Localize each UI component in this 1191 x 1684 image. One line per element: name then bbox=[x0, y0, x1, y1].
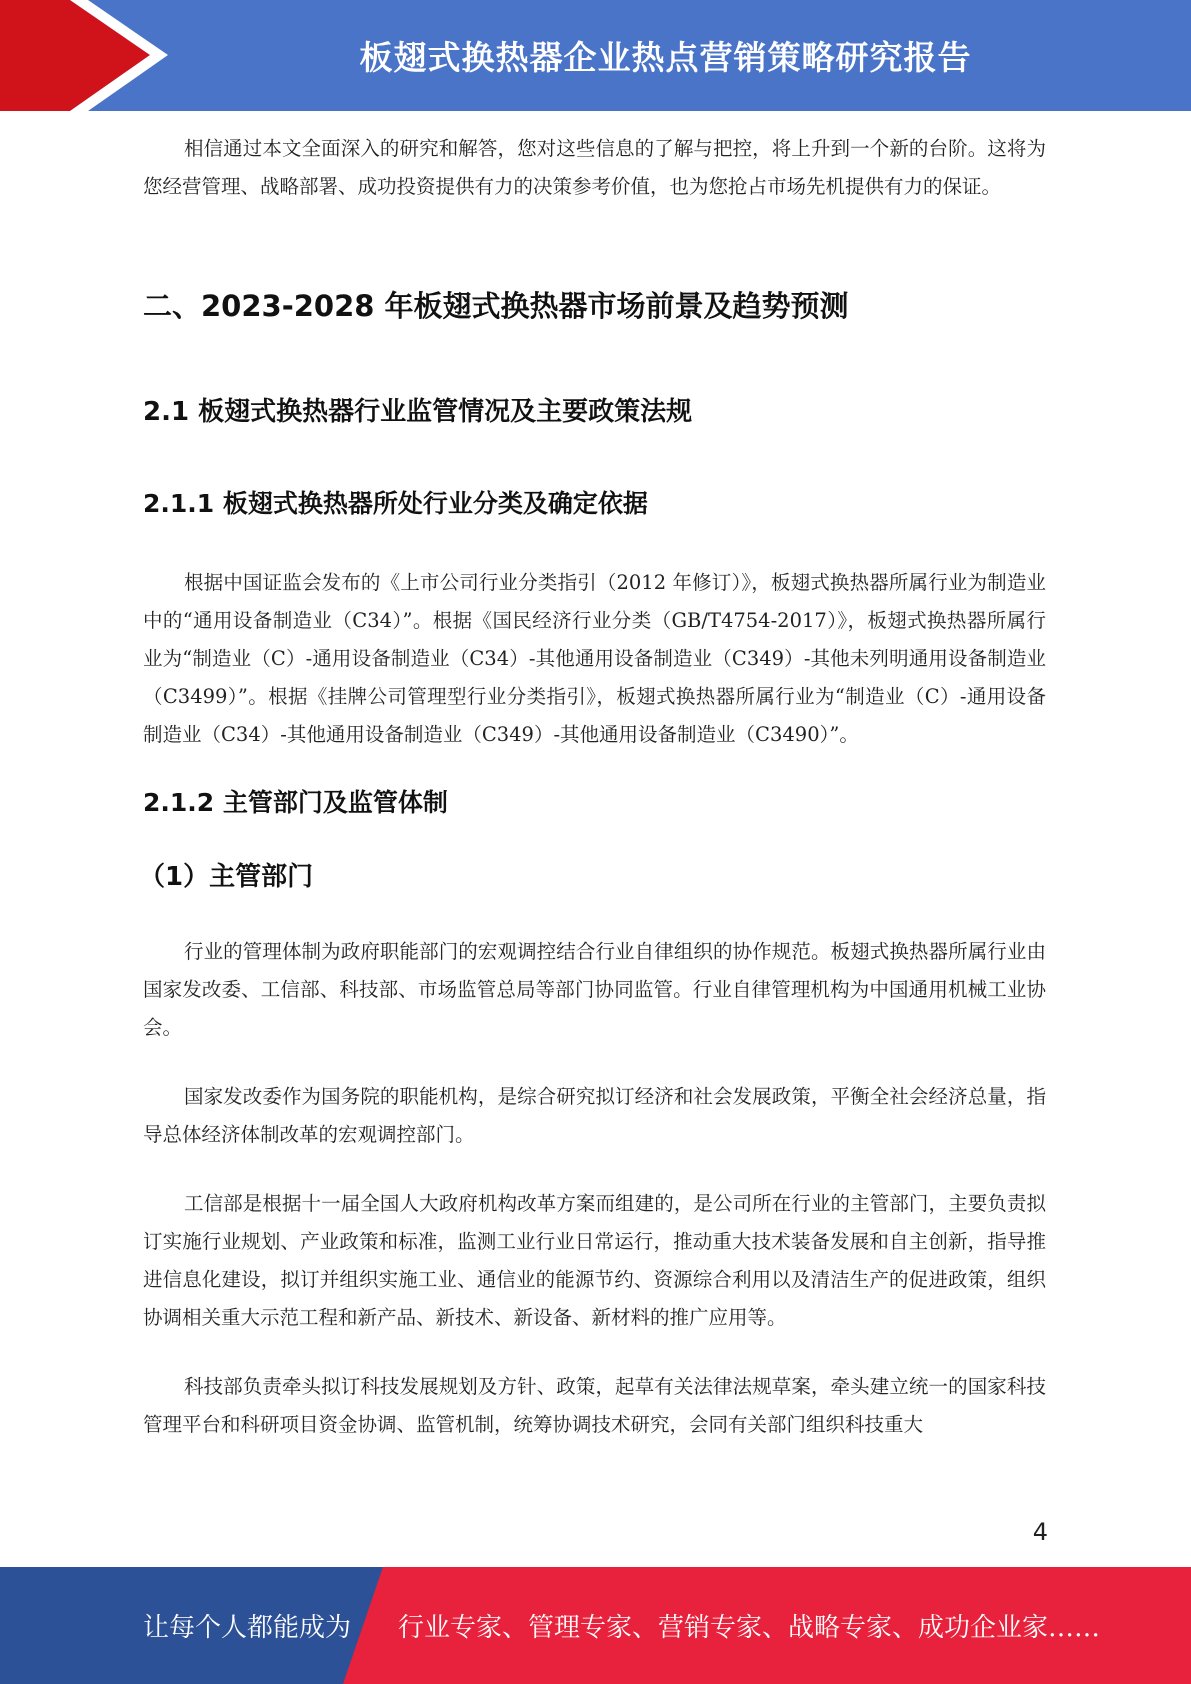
classification-paragraph: 根据中国证监会发布的《上市公司行业分类指引（2012 年修订）》，板翅式换热器所属行业为制造业中的“通用设备制造业（C34）”。根据《国民经济行业分类（GB/T4754-2017）》，板翅式换热器所属行业为“制造业（C）-通用设备制造业（C34）-其他通用设备制造业（C349）-其他未列明通用设备制造业（C3499）”。根据《挂牌公司管理型行业分类指引》，板翅式换热器所属行业为“制造业（C）-通用设备制造业（C34）-其他通用设备制造业（C349）-其他通用设备制造业（C3490）”。 bbox=[143, 571, 1046, 746]
report-header bbox=[0, 0, 1191, 111]
subsection-heading-2-1-2: 2.1.2 主管部门及监管体制 bbox=[143, 788, 448, 817]
report-title: 板翅式换热器企业热点营销策略研究报告 bbox=[359, 38, 972, 77]
miit-paragraph: 工信部是根据十一届全国人大政府机构改革方案而组建的，是公司所在行业的主管部门，主要负责拟订实施行业规划、产业政策和标准，监测工业行业日常运行，推动重大技术装备发展和自主创新，指导推进信息化建设，拟订并组织实施工业、通信业的能源节约、资源综合利用以及清洁生产的促进政策，组织协调相关重大示范工程和新产品、新技术、新设备、新材料的推广应用等。 bbox=[143, 1192, 1046, 1329]
most-paragraph: 科技部负责牵头拟订科技发展规划及方针、政策，起草有关法律法规草案，牵头建立统一的国家科技管理平台和科研项目资金协调、监管机制，统筹协调技术研究，会同有关部门组织科技重大 bbox=[143, 1375, 1046, 1436]
management-paragraph: 行业的管理体制为政府职能部门的宏观调控结合行业自律组织的协作规范。板翅式换热器所属行业由国家发改委、工信部、科技部、市场监管总局等部门协同监管。行业自律管理机构为中国通用机械工业协会。 bbox=[143, 940, 1046, 1039]
ndrc-paragraph: 国家发改委作为国务院的职能机构，是综合研究拟订经济和社会发展政策，平衡全社会经济总量，指导总体经济体制改革的宏观调控部门。 bbox=[143, 1085, 1046, 1146]
intro-paragraph: 相信通过本文全面深入的研究和解答，您对这些信息的了解与把控，将上升到一个新的台阶。这将为您经营管理、战略部署、成功投资提供有力的决策参考价值，也为您抢占市场先机提供有力的保证。 bbox=[143, 137, 1046, 198]
document-body bbox=[139, 130, 1046, 1444]
page-number: 4 bbox=[1032, 1518, 1048, 1546]
section-heading: 二、2023-2028 年板翅式换热器市场前景及趋势预测 bbox=[143, 289, 849, 323]
subsection-heading-2-1: 2.1 板翅式换热器行业监管情况及主要政策法规 bbox=[143, 397, 693, 427]
footer-slogan-right: 行业专家、管理专家、营销专家、战略专家、成功企业家…… bbox=[398, 1613, 1101, 1643]
subheading-authority: （1）主管部门 bbox=[139, 862, 314, 892]
subsection-heading-2-1-1: 2.1.1 板翅式换热器所处行业分类及确定依据 bbox=[143, 489, 648, 518]
footer-slogan-left: 让每个人都能成为 bbox=[143, 1613, 352, 1643]
report-footer bbox=[0, 1567, 1191, 1684]
